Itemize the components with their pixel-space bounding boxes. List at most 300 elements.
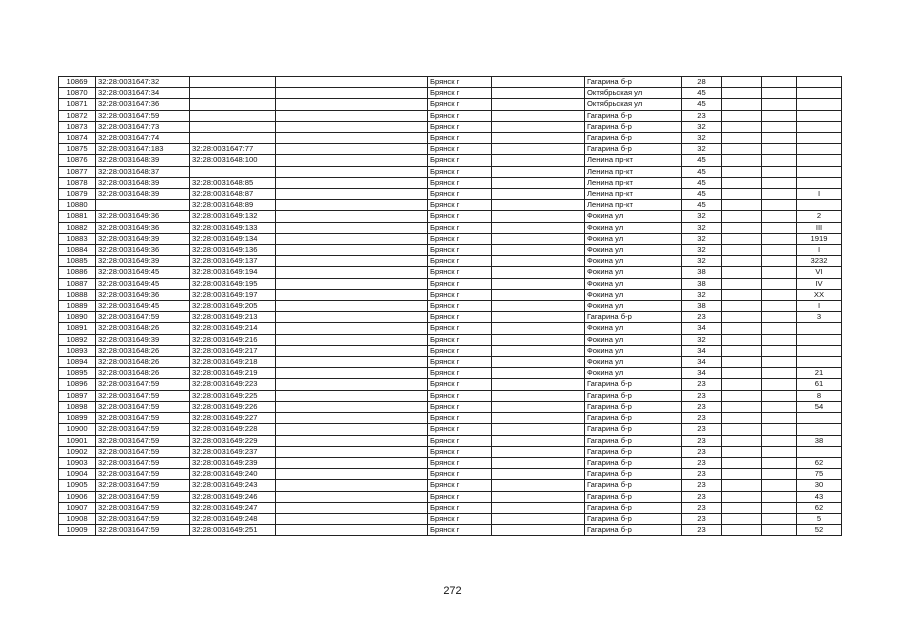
cell-house-number: 34 (682, 323, 722, 334)
cell-street: Гагарина б-р (585, 435, 682, 446)
table-row (59, 144, 842, 155)
cell-cadastral-number-secondary (190, 77, 276, 88)
cell-cadastral-number: 32:28:0031649:39 (96, 233, 190, 244)
cell-street: Фокина ул (585, 334, 682, 345)
cell-cadastral-number: 32:28:0031649:45 (96, 301, 190, 312)
cell-record-number: 10895 (59, 368, 96, 379)
cell-column-10 (762, 222, 797, 233)
cell-house-number: 32 (682, 222, 722, 233)
cell-city: Брянск г (428, 390, 492, 401)
cell-street: Гагарина б-р (585, 424, 682, 435)
cell-house-number: 23 (682, 424, 722, 435)
cell-column-4 (276, 222, 428, 233)
cell-city: Брянск г (428, 77, 492, 88)
cell-cadastral-number-secondary: 32:28:0031649:132 (190, 211, 276, 222)
table-row (59, 289, 842, 300)
table-row (59, 177, 842, 188)
cell-record-number: 10908 (59, 513, 96, 524)
cell-record-number: 10903 (59, 457, 96, 468)
cell-cadastral-number-secondary: 32:28:0031649:237 (190, 446, 276, 457)
cell-house-number: 28 (682, 77, 722, 88)
cell-premises-number: 21 (797, 368, 842, 379)
cell-column-9 (722, 189, 762, 200)
cell-premises-number: 2 (797, 211, 842, 222)
cell-record-number: 10889 (59, 301, 96, 312)
cell-column-6 (492, 77, 585, 88)
cell-city: Брянск г (428, 211, 492, 222)
cell-column-4 (276, 200, 428, 211)
cell-column-6 (492, 278, 585, 289)
cell-column-9 (722, 166, 762, 177)
cell-cadastral-number: 32:28:0031647:59 (96, 446, 190, 457)
cell-cadastral-number-secondary: 32:28:0031649:247 (190, 502, 276, 513)
cell-column-6 (492, 401, 585, 412)
cell-house-number: 23 (682, 312, 722, 323)
cell-record-number: 10881 (59, 211, 96, 222)
cell-column-6 (492, 99, 585, 110)
cell-record-number: 10876 (59, 155, 96, 166)
cell-house-number: 23 (682, 401, 722, 412)
cell-column-10 (762, 177, 797, 188)
cell-house-number: 23 (682, 435, 722, 446)
cell-city: Брянск г (428, 357, 492, 368)
cell-house-number: 23 (682, 469, 722, 480)
table-row (59, 256, 842, 267)
table-row (59, 513, 842, 524)
cell-column-9 (722, 256, 762, 267)
cell-street: Гагарина б-р (585, 401, 682, 412)
cell-column-10 (762, 424, 797, 435)
cell-column-9 (722, 379, 762, 390)
cell-cadastral-number-secondary: 32:28:0031648:89 (190, 200, 276, 211)
cell-house-number: 32 (682, 256, 722, 267)
table-row (59, 88, 842, 99)
cell-premises-number (797, 144, 842, 155)
cell-cadastral-number: 32:28:0031647:59 (96, 390, 190, 401)
cell-city: Брянск г (428, 401, 492, 412)
cell-street: Фокина ул (585, 301, 682, 312)
cell-house-number: 45 (682, 88, 722, 99)
cell-premises-number (797, 323, 842, 334)
table-row (59, 334, 842, 345)
cell-city: Брянск г (428, 177, 492, 188)
table-row (59, 502, 842, 513)
cell-record-number: 10891 (59, 323, 96, 334)
cell-column-10 (762, 390, 797, 401)
cell-city: Брянск г (428, 469, 492, 480)
cell-column-9 (722, 491, 762, 502)
cell-column-6 (492, 256, 585, 267)
cell-city: Брянск г (428, 525, 492, 536)
cell-column-6 (492, 200, 585, 211)
cell-column-10 (762, 457, 797, 468)
cell-record-number: 10892 (59, 334, 96, 345)
cell-cadastral-number-secondary: 32:28:0031649:195 (190, 278, 276, 289)
cell-premises-number (797, 334, 842, 345)
cell-cadastral-number-secondary: 32:28:0031649:239 (190, 457, 276, 468)
table-row (59, 233, 842, 244)
cell-column-10 (762, 233, 797, 244)
cell-premises-number (797, 446, 842, 457)
cell-premises-number: III (797, 222, 842, 233)
registry-table (58, 76, 842, 536)
cell-column-4 (276, 133, 428, 144)
cell-column-9 (722, 77, 762, 88)
cell-column-6 (492, 189, 585, 200)
table-row (59, 99, 842, 110)
cell-street: Гагарина б-р (585, 390, 682, 401)
cell-city: Брянск г (428, 88, 492, 99)
cell-column-6 (492, 312, 585, 323)
cell-record-number: 10882 (59, 222, 96, 233)
cell-record-number: 10904 (59, 469, 96, 480)
cell-cadastral-number-secondary: 32:28:0031649:219 (190, 368, 276, 379)
cell-column-4 (276, 368, 428, 379)
cell-street: Гагарина б-р (585, 469, 682, 480)
cell-premises-number: 3232 (797, 256, 842, 267)
cell-column-6 (492, 435, 585, 446)
table-row (59, 413, 842, 424)
cell-cadastral-number: 32:28:0031648:39 (96, 189, 190, 200)
cell-column-9 (722, 401, 762, 412)
cell-column-6 (492, 424, 585, 435)
cell-column-4 (276, 525, 428, 536)
cell-column-4 (276, 88, 428, 99)
cell-city: Брянск г (428, 457, 492, 468)
cell-column-9 (722, 88, 762, 99)
cell-column-9 (722, 133, 762, 144)
cell-city: Брянск г (428, 166, 492, 177)
cell-column-10 (762, 323, 797, 334)
cell-cadastral-number: 32:28:0031648:39 (96, 155, 190, 166)
table-row (59, 401, 842, 412)
cell-cadastral-number-secondary: 32:28:0031649:251 (190, 525, 276, 536)
cell-column-9 (722, 424, 762, 435)
cell-column-9 (722, 233, 762, 244)
cell-column-9 (722, 110, 762, 121)
cell-premises-number: 1919 (797, 233, 842, 244)
cell-street: Фокина ул (585, 323, 682, 334)
cell-column-6 (492, 502, 585, 513)
cell-city: Брянск г (428, 289, 492, 300)
cell-premises-number (797, 121, 842, 132)
cell-cadastral-number: 32:28:0031647:59 (96, 401, 190, 412)
cell-premises-number: 30 (797, 480, 842, 491)
cell-street: Ленина пр-кт (585, 166, 682, 177)
cell-street: Фокина ул (585, 222, 682, 233)
cell-premises-number (797, 133, 842, 144)
cell-cadastral-number: 32:28:0031647:73 (96, 121, 190, 132)
cell-column-9 (722, 502, 762, 513)
cell-premises-number (797, 424, 842, 435)
cell-column-9 (722, 413, 762, 424)
cell-column-10 (762, 513, 797, 524)
cell-column-4 (276, 446, 428, 457)
cell-record-number: 10870 (59, 88, 96, 99)
cell-column-6 (492, 301, 585, 312)
cell-cadastral-number-secondary (190, 88, 276, 99)
cell-column-10 (762, 144, 797, 155)
cell-cadastral-number: 32:28:0031647:59 (96, 110, 190, 121)
cell-column-4 (276, 480, 428, 491)
cell-cadastral-number (96, 200, 190, 211)
cell-city: Брянск г (428, 513, 492, 524)
cell-column-9 (722, 469, 762, 480)
cell-column-6 (492, 267, 585, 278)
table-row (59, 357, 842, 368)
cell-cadastral-number-secondary: 32:28:0031648:85 (190, 177, 276, 188)
cell-street: Ленина пр-кт (585, 189, 682, 200)
cell-cadastral-number: 32:28:0031649:36 (96, 211, 190, 222)
table-row (59, 368, 842, 379)
cell-city: Брянск г (428, 435, 492, 446)
cell-premises-number: VI (797, 267, 842, 278)
cell-city: Брянск г (428, 155, 492, 166)
cell-column-4 (276, 211, 428, 222)
cell-column-10 (762, 267, 797, 278)
cell-street: Гагарина б-р (585, 133, 682, 144)
cell-column-9 (722, 144, 762, 155)
cell-street: Гагарина б-р (585, 457, 682, 468)
cell-cadastral-number: 32:28:0031648:26 (96, 357, 190, 368)
cell-column-6 (492, 379, 585, 390)
table-row (59, 457, 842, 468)
cell-column-6 (492, 211, 585, 222)
cell-house-number: 34 (682, 345, 722, 356)
cell-column-9 (722, 435, 762, 446)
cell-premises-number (797, 99, 842, 110)
cell-cadastral-number-secondary: 32:28:0031649:246 (190, 491, 276, 502)
cell-cadastral-number-secondary: 32:28:0031649:225 (190, 390, 276, 401)
cell-street: Октябрьская ул (585, 88, 682, 99)
cell-city: Брянск г (428, 144, 492, 155)
cell-column-10 (762, 525, 797, 536)
cell-column-9 (722, 211, 762, 222)
cell-street: Ленина пр-кт (585, 200, 682, 211)
cell-street: Ленина пр-кт (585, 177, 682, 188)
cell-house-number: 45 (682, 177, 722, 188)
cell-house-number: 34 (682, 368, 722, 379)
cell-cadastral-number-secondary (190, 99, 276, 110)
cell-column-4 (276, 513, 428, 524)
cell-cadastral-number-secondary (190, 110, 276, 121)
cell-cadastral-number-secondary: 32:28:0031649:213 (190, 312, 276, 323)
cell-city: Брянск г (428, 480, 492, 491)
cell-column-6 (492, 121, 585, 132)
cell-record-number: 10905 (59, 480, 96, 491)
cell-column-10 (762, 502, 797, 513)
cell-column-4 (276, 435, 428, 446)
cell-city: Брянск г (428, 413, 492, 424)
cell-cadastral-number-secondary: 32:28:0031647:77 (190, 144, 276, 155)
cell-cadastral-number: 32:28:0031649:39 (96, 334, 190, 345)
cell-column-10 (762, 99, 797, 110)
cell-column-9 (722, 267, 762, 278)
cell-record-number: 10878 (59, 177, 96, 188)
cell-column-4 (276, 77, 428, 88)
cell-column-4 (276, 289, 428, 300)
cell-premises-number: I (797, 245, 842, 256)
cell-city: Брянск г (428, 323, 492, 334)
cell-column-10 (762, 357, 797, 368)
cell-house-number: 23 (682, 525, 722, 536)
table-row (59, 166, 842, 177)
cell-column-6 (492, 345, 585, 356)
cell-cadastral-number-secondary: 32:28:0031648:100 (190, 155, 276, 166)
cell-premises-number (797, 88, 842, 99)
cell-column-6 (492, 144, 585, 155)
cell-city: Брянск г (428, 121, 492, 132)
cell-column-4 (276, 245, 428, 256)
cell-column-4 (276, 177, 428, 188)
cell-column-4 (276, 379, 428, 390)
cell-column-6 (492, 289, 585, 300)
cell-column-9 (722, 357, 762, 368)
cell-column-10 (762, 469, 797, 480)
cell-house-number: 38 (682, 301, 722, 312)
cell-column-6 (492, 446, 585, 457)
cell-record-number: 10888 (59, 289, 96, 300)
cell-cadastral-number: 32:28:0031647:59 (96, 480, 190, 491)
cell-column-9 (722, 525, 762, 536)
cell-column-4 (276, 312, 428, 323)
cell-record-number: 10886 (59, 267, 96, 278)
cell-cadastral-number: 32:28:0031649:45 (96, 267, 190, 278)
cell-cadastral-number-secondary: 32:28:0031649:133 (190, 222, 276, 233)
cell-street: Гагарина б-р (585, 502, 682, 513)
cell-premises-number (797, 413, 842, 424)
cell-premises-number: 52 (797, 525, 842, 536)
cell-house-number: 45 (682, 200, 722, 211)
cell-record-number: 10873 (59, 121, 96, 132)
cell-house-number: 32 (682, 144, 722, 155)
cell-street: Фокина ул (585, 368, 682, 379)
cell-cadastral-number-secondary: 32:28:0031649:134 (190, 233, 276, 244)
cell-record-number: 10896 (59, 379, 96, 390)
cell-column-4 (276, 390, 428, 401)
table-row (59, 323, 842, 334)
cell-column-10 (762, 245, 797, 256)
page-number: 272 (443, 585, 462, 597)
cell-record-number: 10869 (59, 77, 96, 88)
cell-record-number: 10906 (59, 491, 96, 502)
cell-city: Брянск г (428, 133, 492, 144)
cell-house-number: 45 (682, 155, 722, 166)
cell-street: Гагарина б-р (585, 110, 682, 121)
cell-column-6 (492, 177, 585, 188)
cell-city: Брянск г (428, 110, 492, 121)
cell-street: Гагарина б-р (585, 144, 682, 155)
cell-column-6 (492, 480, 585, 491)
cell-street: Октябрьская ул (585, 99, 682, 110)
cell-cadastral-number: 32:28:0031649:39 (96, 256, 190, 267)
cell-column-4 (276, 166, 428, 177)
table-row (59, 446, 842, 457)
cell-house-number: 45 (682, 189, 722, 200)
cell-column-4 (276, 144, 428, 155)
cell-cadastral-number: 32:28:0031647:32 (96, 77, 190, 88)
cell-cadastral-number: 32:28:0031648:26 (96, 323, 190, 334)
table-row (59, 312, 842, 323)
cell-column-10 (762, 189, 797, 200)
cell-street: Фокина ул (585, 233, 682, 244)
cell-record-number: 10899 (59, 413, 96, 424)
cell-column-4 (276, 233, 428, 244)
cell-house-number: 32 (682, 121, 722, 132)
cell-column-4 (276, 401, 428, 412)
cell-city: Брянск г (428, 312, 492, 323)
cell-record-number: 10907 (59, 502, 96, 513)
cell-premises-number (797, 110, 842, 121)
cell-column-4 (276, 491, 428, 502)
cell-column-10 (762, 301, 797, 312)
cell-premises-number (797, 166, 842, 177)
cell-record-number: 10879 (59, 189, 96, 200)
cell-column-6 (492, 133, 585, 144)
cell-column-10 (762, 480, 797, 491)
cell-column-4 (276, 334, 428, 345)
cell-cadastral-number: 32:28:0031647:34 (96, 88, 190, 99)
cell-record-number: 10893 (59, 345, 96, 356)
cell-cadastral-number-secondary: 32:28:0031649:243 (190, 480, 276, 491)
cell-cadastral-number-secondary: 32:28:0031649:229 (190, 435, 276, 446)
cell-column-10 (762, 77, 797, 88)
cell-city: Брянск г (428, 345, 492, 356)
cell-premises-number: 38 (797, 435, 842, 446)
cell-street: Гагарина б-р (585, 121, 682, 132)
cell-premises-number: IV (797, 278, 842, 289)
cell-column-6 (492, 233, 585, 244)
cell-cadastral-number: 32:28:0031647:59 (96, 491, 190, 502)
cell-cadastral-number: 32:28:0031649:36 (96, 289, 190, 300)
cell-house-number: 32 (682, 289, 722, 300)
cell-premises-number (797, 345, 842, 356)
cell-column-10 (762, 334, 797, 345)
cell-cadastral-number: 32:28:0031647:59 (96, 457, 190, 468)
cell-cadastral-number: 32:28:0031647:59 (96, 312, 190, 323)
cell-cadastral-number: 32:28:0031649:36 (96, 245, 190, 256)
cell-column-4 (276, 110, 428, 121)
cell-column-4 (276, 155, 428, 166)
cell-column-9 (722, 289, 762, 300)
cell-house-number: 32 (682, 133, 722, 144)
cell-house-number: 23 (682, 491, 722, 502)
cell-street: Фокина ул (585, 278, 682, 289)
cell-house-number: 23 (682, 379, 722, 390)
cell-cadastral-number: 32:28:0031647:59 (96, 513, 190, 524)
cell-record-number: 10894 (59, 357, 96, 368)
cell-house-number: 23 (682, 446, 722, 457)
cell-house-number: 32 (682, 233, 722, 244)
cell-cadastral-number: 32:28:0031647:183 (96, 144, 190, 155)
cell-column-9 (722, 513, 762, 524)
cell-cadastral-number-secondary: 32:28:0031649:218 (190, 357, 276, 368)
cell-premises-number: 54 (797, 401, 842, 412)
cell-house-number: 23 (682, 513, 722, 524)
cell-city: Брянск г (428, 502, 492, 513)
cell-cadastral-number: 32:28:0031649:36 (96, 222, 190, 233)
cell-premises-number (797, 77, 842, 88)
cell-column-10 (762, 121, 797, 132)
cell-cadastral-number: 32:28:0031648:26 (96, 368, 190, 379)
cell-column-10 (762, 413, 797, 424)
cell-column-10 (762, 256, 797, 267)
cell-premises-number: I (797, 189, 842, 200)
cell-city: Брянск г (428, 256, 492, 267)
cell-premises-number (797, 155, 842, 166)
cell-column-9 (722, 345, 762, 356)
cell-column-10 (762, 289, 797, 300)
